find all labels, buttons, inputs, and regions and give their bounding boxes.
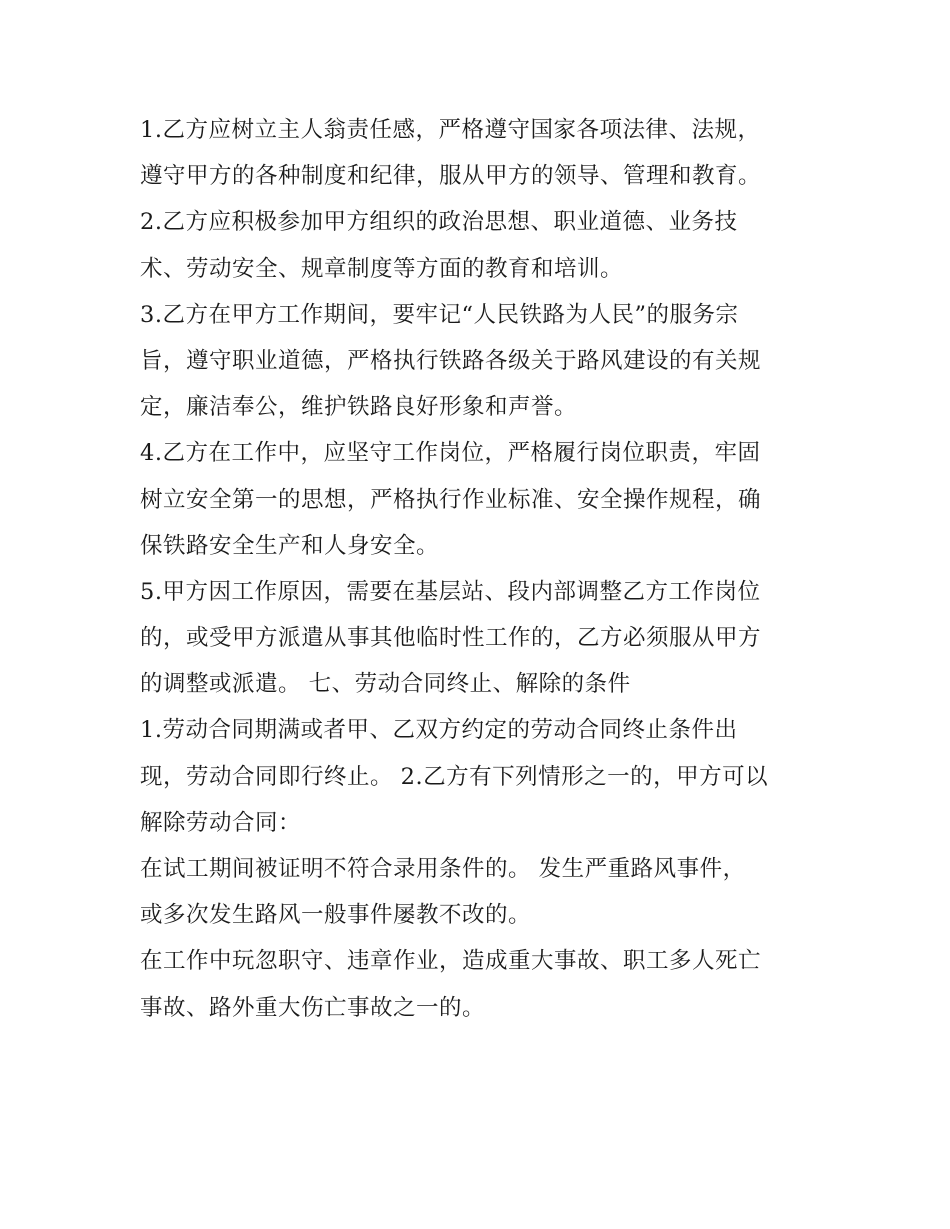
text-line: 1.乙方应树立主人翁责任感，严格遵守国家各项法律、法规，	[140, 117, 761, 143]
text-line: 在工作中玩忽职守、违章作业，造成重大事故、职工多人死亡	[140, 948, 762, 975]
text-line: 定，廉洁奉公，维护铁路良好形象和声誉。	[140, 394, 578, 421]
text-line: 在试工期间被证明不符合录用条件的。 发生严重路风事件，	[140, 856, 746, 882]
text-line: 遵守甲方的各种制度和纪律，服从甲方的领导、管理和教育。	[140, 163, 762, 190]
text-line: 2.乙方应积极参加甲方组织的政治思想、职业道德、业务技	[140, 209, 738, 236]
paragraph-7	[140, 846, 820, 938]
text-line: 旨，遵守职业道德，严格执行铁路各级关于路风建设的有关规	[140, 347, 762, 374]
text-line: 1.劳动合同期满或者甲、乙双方约定的劳动合同终止条件出	[140, 717, 738, 744]
paragraph-6	[140, 707, 820, 846]
text-line: 树立安全第一的思想，严格执行作业标准、安全操作规程，确	[140, 486, 762, 513]
text-line: 现，劳动合同即行终止。 2.乙方有下列情形之一的，甲方可以	[140, 763, 769, 790]
paragraph-1	[140, 107, 820, 199]
paragraph-4	[140, 430, 820, 569]
paragraph-3	[140, 292, 820, 431]
text-line: 的，或受甲方派遣从事其他临时性工作的，乙方必须服从甲方	[140, 625, 762, 652]
text-line: 解除劳动合同：	[140, 809, 302, 836]
text-line: 保铁路安全生产和人身安全。	[140, 532, 440, 559]
text-line: 事故、路外重大伤亡事故之一的。	[140, 994, 486, 1021]
paragraph-2	[140, 199, 820, 291]
paragraph-8	[140, 938, 820, 1030]
text-line: 术、劳动安全、规章制度等方面的教育和培训。	[140, 255, 624, 282]
text-line: 4.乙方在工作中，应坚守工作岗位，严格履行岗位职责，牢固	[140, 440, 761, 467]
document-body	[140, 107, 820, 1031]
text-line: 3.乙方在甲方工作期间，要牢记“人民铁路为人民”的服务宗	[140, 301, 739, 328]
text-line: 的调整或派遣。 七、劳动合同终止、解除的条件	[140, 671, 631, 698]
paragraph-5	[140, 569, 820, 708]
text-line: 5.甲方因工作原因，需要在基层站、段内部调整乙方工作岗位	[140, 578, 761, 605]
text-line: 或多次发生路风一般事件屡教不改的。	[140, 902, 532, 929]
